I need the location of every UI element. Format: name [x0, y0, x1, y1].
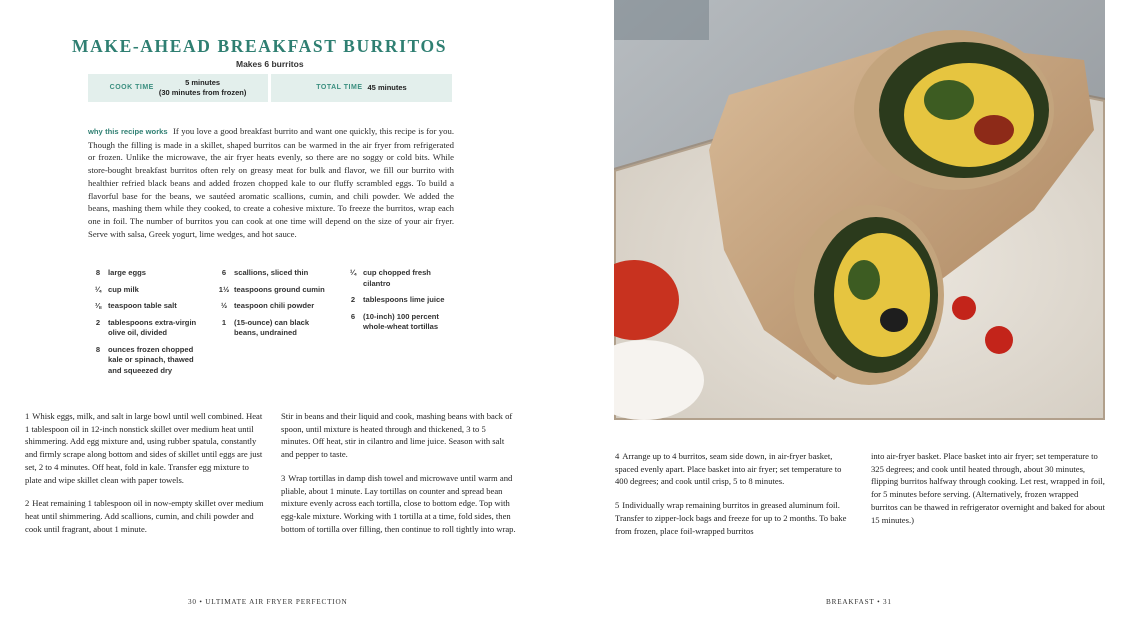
why-text: If you love a good breakfast burrito and want one quickly, this recipe is for you. Though the filling is made in a skillet, shaped burritos can be warmed in the air fryer from refrigerated or frozen. Unlike the microwave, the air fryer heats evenly, so there are no soggy or cold bits. While store-bought breakfast burritos often rely on greasy meat for bulk and flavor, we fill our burrito with healthier refried black beans and added frozen chopped kale to our fluffy scrambled eggs. To build a flavorful base for the beans, we sautéed aromatic scallions, cumin, and chili powder. We added the beans, mashing them while they cooked, to create a cohesive mixture. To freeze the burritos, wrap each one in foil. The number of burritos you can cook at one time will depend on the size of your air fryer. Serve with salsa, Greek yogurt, lime wedges, and hot sauce. [88, 126, 455, 239]
step-number: 2 [25, 498, 30, 509]
cook-time-label: COOK TIME [109, 84, 154, 91]
steps-column-2 [281, 410, 517, 546]
recipe-step [25, 410, 265, 486]
step-text: Heat remaining 1 tablespoon oil in now-empty skillet over medium heat until shimmering. Add scallions, cumin, and chili powder and cook until fragrant, about 1 minute. [25, 498, 264, 534]
step-text: into air-fryer basket. Place basket into air fryer; set temperature to 325 degrees; and cook until heated through, about 30 minutes, flipping burritos halfway through cooking. Let rest, wrapped in foil, for 5 minutes before serving. (Alternatively, frozen wrapped burritos can be thawed in refrigerator overnight and baked for about 15 minutes.) [871, 451, 1105, 525]
why-label: why this recipe works [88, 127, 168, 136]
ingredient-quantity: 2 [95, 317, 101, 327]
ingredient-text: teaspoon chili powder [234, 301, 315, 310]
ingredient-quantity: ¼ [349, 268, 357, 277]
ingredient-quantity: ⅛ [94, 301, 102, 310]
ingredient-item [88, 268, 203, 279]
ingredient-quantity: 6 [221, 268, 227, 277]
ingredient-text: tablespoons extra-virgin olive oil, divided [108, 317, 197, 337]
ingredient-text: cup milk [108, 284, 139, 294]
step-text: Stir in beans and their liquid and cook, mashing beans with back of spoon, until mixture is heated through and thickened, 3 to 5 minutes. Off heat, stir in cilantro and lime juice. Season with salt and pepper to taste. [281, 411, 513, 460]
ingredient-quantity: ½ [220, 301, 228, 310]
burrito-photo [614, 0, 1105, 420]
ingredient-text: ounces frozen chopped kale or spinach, thawed and squeezed dry [108, 344, 194, 375]
ingredient-item [214, 318, 329, 339]
ingredient-item [343, 268, 458, 289]
ingredient-item [88, 318, 203, 339]
ingredient-text: large eggs [108, 268, 146, 277]
cook-time-value-line2: (30 minutes from frozen) [158, 88, 247, 97]
ingredient-quantity: 8 [95, 344, 101, 354]
ingredient-text: (10-inch) 100 percent whole-wheat tortillas [363, 311, 439, 331]
page-footer-right: BREAKFAST • 31 [826, 598, 892, 606]
ingredient-item [214, 301, 329, 312]
step-number: 3 [281, 472, 286, 483]
ingredients-column-3 [343, 268, 458, 339]
ingredient-quantity: 1 [221, 317, 227, 327]
ingredients-column-1 [88, 268, 203, 382]
recipe-step [615, 450, 849, 488]
ingredient-text: cup chopped fresh cilantro [363, 268, 431, 288]
ingredient-item [343, 312, 458, 333]
steps-column-4 [871, 450, 1107, 537]
ingredient-quantity: 2 [350, 295, 356, 304]
cook-time-value [159, 78, 247, 98]
cook-time-box [88, 74, 268, 102]
recipe-yield: Makes 6 burritos [236, 59, 304, 69]
step-text: Individually wrap remaining burritos in greased aluminum foil. Transfer to zipper-lock bags and freeze for up to 2 months. To bake from frozen, place foil-wrapped burritos [615, 500, 847, 536]
steps-column-3 [615, 450, 849, 548]
ingredient-item [88, 345, 203, 377]
cook-time-value-line1: 5 minutes [185, 78, 221, 87]
step-text: Whisk eggs, milk, and salt in large bowl until well combined. Heat 1 tablespoon oil in 12-inch nonstick skillet over medium heat until shimmering. Add egg mixture and, using rubber spatula, constantly and firmly scrape along bottom and sides of skillet until eggs are just set, 2 to 4 minutes. Off heat, fold in kale. Transfer egg mixture to plate and wipe skillet clean with paper towels. [25, 411, 263, 485]
ingredient-item [214, 268, 329, 279]
step-number: 4 [615, 451, 620, 461]
recipe-step [25, 497, 265, 535]
ingredient-item [214, 285, 329, 296]
ingredient-item [88, 301, 203, 312]
step-text: Arrange up to 4 burritos, seam side down, in air-fryer basket, spaced evenly apart. Place basket into air fryer; set temperature to 400 degrees; and cook until crisp, 5 to 8 minutes. [615, 451, 842, 487]
step-text: Wrap tortillas in damp dish towel and microwave until warm and pliable, about 1 minute. Lay tortillas on counter and spread bean mixture evenly across each tortilla, close to bottom edge. Top with egg-kale mixture. Working with 1 tortilla at a time, fold sides, then bottom of tortilla over filling, then continue to roll tightly into wrap. [281, 472, 516, 534]
ingredient-text: (15-ounce) can black beans, undrained [234, 317, 310, 337]
ingredient-text: teaspoon table salt [108, 301, 177, 310]
recipe-title: MAKE-AHEAD BREAKFAST BURRITOS [72, 36, 448, 56]
burrito-photo-icon [614, 0, 1105, 420]
ingredient-item [88, 285, 203, 296]
ingredients-column-2 [214, 268, 329, 345]
ingredient-quantity: ¼ [94, 284, 102, 294]
ingredient-text: tablespoons lime juice [363, 295, 445, 304]
why-this-recipe-works [88, 125, 454, 240]
ingredient-item [343, 295, 458, 306]
step-number: 5 [615, 500, 620, 511]
recipe-step [281, 472, 517, 536]
ingredient-text: scallions, sliced thin [234, 268, 309, 277]
recipe-step [871, 450, 1107, 526]
recipe-step [281, 410, 517, 461]
page-footer-left: 30 • ULTIMATE AIR FRYER PERFECTION [188, 598, 348, 606]
right-page [565, 0, 1130, 618]
total-time-label: TOTAL TIME [316, 84, 363, 91]
ingredient-quantity: 8 [95, 268, 101, 277]
total-time-value: 45 minutes [367, 83, 407, 92]
steps-column-1 [25, 410, 265, 546]
step-number: 1 [25, 411, 30, 421]
total-time-box [271, 74, 452, 102]
ingredient-quantity: 1½ [218, 284, 230, 294]
recipe-step [615, 499, 849, 537]
ingredient-quantity: 6 [350, 311, 356, 321]
ingredient-text: teaspoons ground cumin [234, 284, 325, 294]
